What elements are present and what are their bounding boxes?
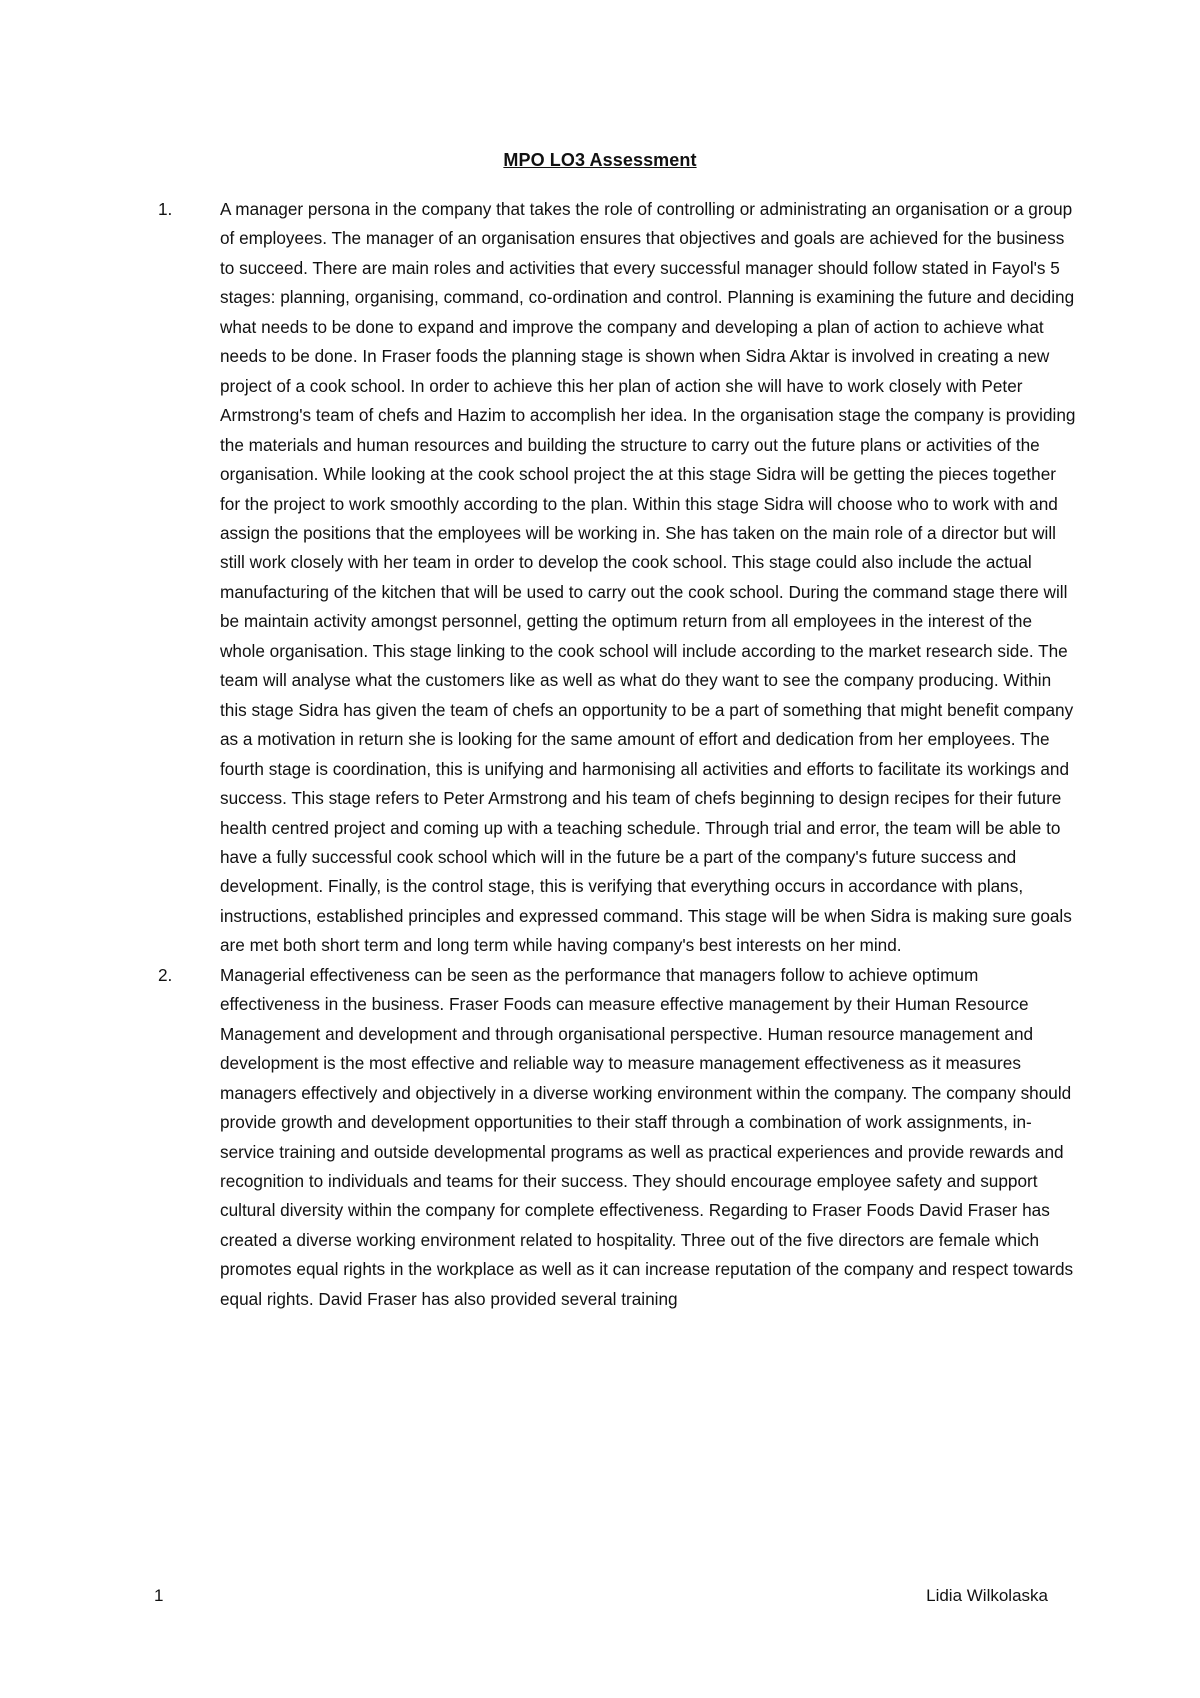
numbered-list [158, 195, 1080, 1314]
list-item [158, 195, 1080, 961]
footer-author: Lidia Wilkolaska [926, 1586, 1048, 1605]
footer-page-number: 1 [154, 1586, 164, 1605]
list-item-number: 2. [158, 964, 173, 985]
list-item [158, 961, 1080, 1314]
list-item-text: A manager persona in the company that takes the role of controlling or administrating an organisation or a group of employees. The manager of an organisation ensures that objectives and goals are achieved for the business to succeed. There are main roles and activities that every successful manager should follow stated in Fayol's 5 stages: planning, organising, command, co-ordination and control. Planning is examining the future and deciding what needs to be done to expand and improve the company and developing a plan of action to achieve what needs to be done. In Fraser foods the planning stage is shown when Sidra Aktar is involved in creating a new project of a cook school. In order to achieve this her plan of action she will have to work closely with Peter Armstrong's team of chefs and Hazim to accomplish her idea. In the organisation stage the company is providing the materials and human resources and building the structure to carry out the future plans or activities of the organisation. While looking at the cook school project the at this stage Sidra will be getting the pieces together for the project to work smoothly according to the plan. Within this stage Sidra will choose who to work with and assign the positions that the employees will be working in. She has taken on the main role of a director but will still work closely with her team in order to develop the cook school. This stage could also include the actual manufacturing of the kitchen that will be used to carry out the cook school. During the command stage there will be maintain activity amongst personnel, getting the optimum return from all employees in the interest of the whole organisation. This stage linking to the cook school will include according to the market research side. The team will analyse what the customers like as well as what do they want to see the company producing. Within this stage Sidra has given the team of chefs an opportunity to be a part of something that might benefit company as a motivation in return she is looking for the same amount of effort and dedication from her employees. The fourth stage is coordination, this is unifying and harmonising all activities and efforts to facilitate its workings and success. This stage refers to Peter Armstrong and his team of chefs beginning to design recipes for their future health centred project and coming up with a teaching schedule. Through trial and error, the team will be able to have a fully successful cook school which will in the future be a part of the company's future success and development. Finally, is the control stage, this is verifying that everything occurs in accordance with plans, instructions, established principles and expressed command. This stage will be when Sidra is making sure goals are met both short term and long term while having company's best interests on her mind. [220, 199, 1076, 956]
document-title: MPO LO3 Assessment [503, 150, 697, 170]
list-item-number: 1. [158, 199, 173, 219]
list-item-text: Managerial effectiveness can be seen as the performance that managers follow to achieve optimum effectiveness in the business. Fraser Foods can measure effective management by their Human Resource Management and development and through organisational perspective. Human resource management and development is the most effective and reliable way to measure management effectiveness as it measures managers effectively and objectively in a diverse working environment within the company. The company should provide growth and development opportunities to their staff through a combination of work assignments, in- service training and outside developmental programs as well as practical experiences and provide rewards and recognition to individuals and teams for their success. They should encourage employee safety and support cultural diversity within the company for complete effectiveness. Regarding to Fraser Foods David Fraser has created a diverse working environment related to hospitality. Three out of the five directors are female which promotes equal rights in the workplace as well as it can increase reputation of the company and respect towards equal rights. David Fraser has also provided several training [220, 964, 1074, 1309]
